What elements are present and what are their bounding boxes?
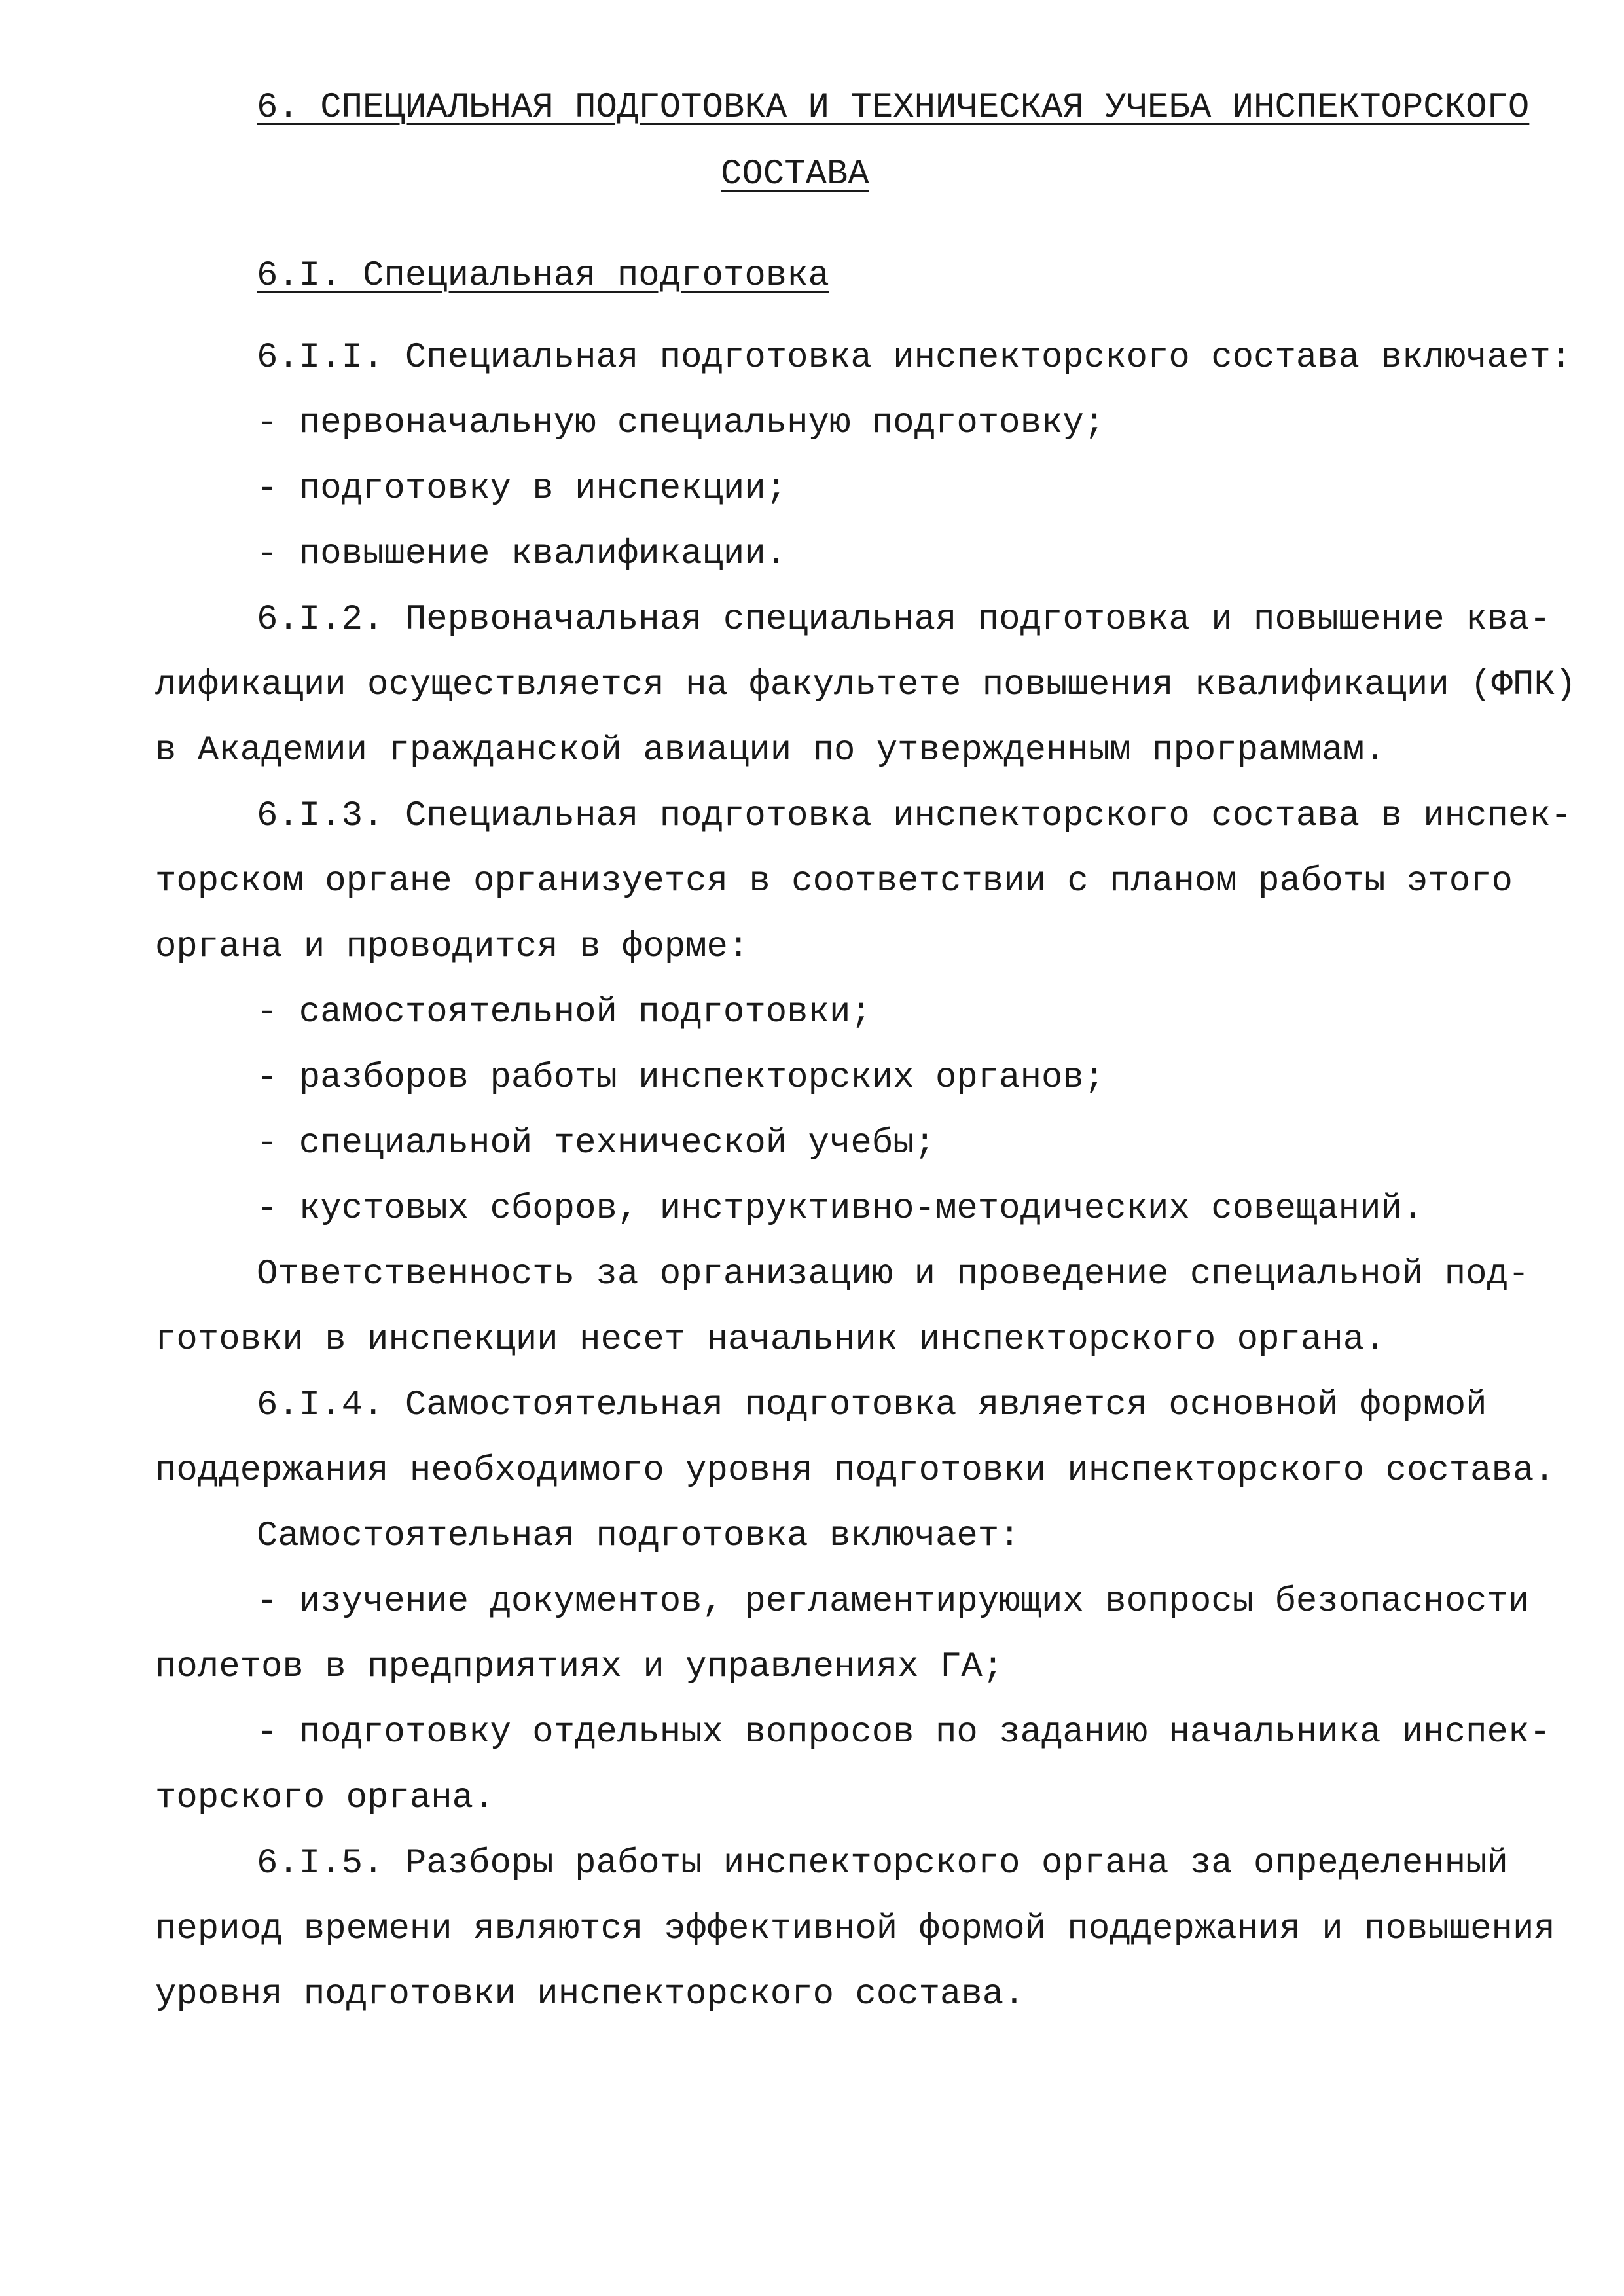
paragraph-line: 6.I.2. Первоначальная специальная подготовка и повышение ква-: [257, 600, 1551, 640]
paragraph-line: уровня подготовки инспекторского состава.: [155, 1975, 1025, 2014]
list-item: - подготовку в инспекции;: [257, 469, 787, 509]
list-item: - подготовку отдельных вопросов по заданию начальника инспек-: [257, 1713, 1551, 1753]
list-item: - самостоятельной подготовки;: [257, 993, 872, 1032]
paragraph-line: 6.I.4. Самостоятельная подготовка является основной формой: [257, 1385, 1487, 1425]
paragraph-line: поддержания необходимого уровня подготовки инспекторского состава.: [155, 1451, 1555, 1491]
paragraph-line: органа и проводится в форме:: [155, 927, 749, 967]
paragraph-line: 6.I.I. Специальная подготовка инспекторского состава включает:: [257, 338, 1572, 378]
section-title-line-2: СОСТАВА: [721, 155, 869, 194]
paragraph-line: Ответственность за организацию и проведение специальной под-: [257, 1254, 1530, 1294]
list-item: - изучение документов, регламентирующих вопросы безопасности: [257, 1582, 1530, 1622]
section-title-line-1: 6. СПЕЦИАЛЬНАЯ ПОДГОТОВКА И ТЕХНИЧЕСКАЯ УЧЕБА ИНСПЕКТОРСКОГО: [257, 88, 1530, 128]
paragraph-line: в Академии гражданской авиации по утвержденным программам.: [155, 731, 1386, 771]
paragraph-line: 6.I.3. Специальная подготовка инспекторского состава в инспек-: [257, 796, 1572, 836]
list-item: - специальной технической учебы;: [257, 1123, 935, 1163]
paragraph-line: Самостоятельная подготовка включает:: [257, 1516, 1020, 1556]
paragraph-line: лификации осуществляется на факультете повышения квалификации (ФПК): [155, 665, 1577, 705]
paragraph-line: торском органе организуется в соответствии с планом работы этого: [155, 862, 1513, 902]
list-item: - повышение квалификации.: [257, 534, 787, 574]
paragraph-line: готовки в инспекции несет начальник инспекторского органа.: [155, 1320, 1386, 1360]
paragraph-line: 6.I.5. Разборы работы инспекторского органа за определенный: [257, 1844, 1508, 1884]
paragraph-line: торского органа.: [155, 1778, 495, 1818]
list-item: - разборов работы инспекторских органов;: [257, 1058, 1106, 1098]
paragraph-line: полетов в предприятиях и управлениях ГА;: [155, 1647, 1004, 1687]
list-item: - первоначальную специальную подготовку;: [257, 403, 1106, 443]
subsection-title: 6.I. Специальная подготовка: [257, 256, 829, 296]
list-item: - кустовых сборов, инструктивно-методических совещаний.: [257, 1189, 1424, 1229]
paragraph-line: период времени являются эффективной формой поддержания и повышения: [155, 1909, 1555, 1949]
